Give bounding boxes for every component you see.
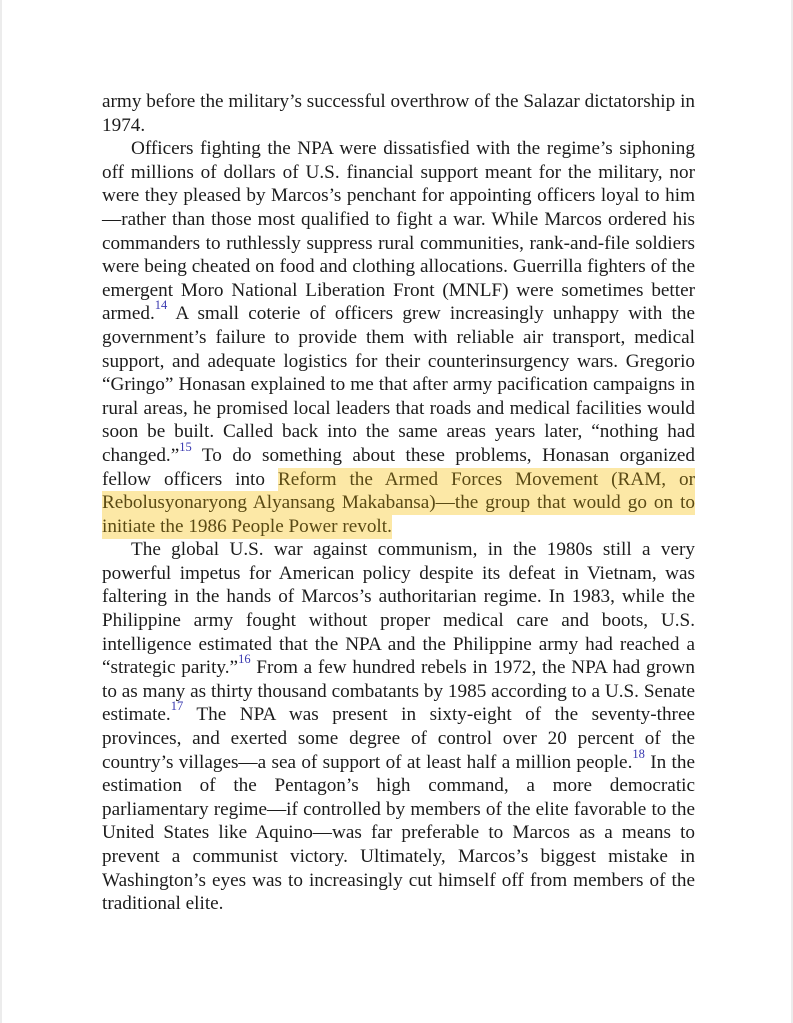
paragraph-officers-npa	[102, 137, 695, 538]
paragraph-text: Officers fighting the NPA were dissatisfied with the regime’s siphoning off millions of dollars of U.S. financial support meant for the military, nor were they pleased by Marcos’s penchant for appointing officers loyal to him —rather than those most qualified to fight a war. While Marcos ordered his commanders to ruthlessly suppress rural communities, rank-and-file soldiers were being cheated on food and clothing allocations. Guerrilla fighters of the emergent Moro National Liberation Front (MNLF) were sometimes better armed.	[102, 138, 695, 325]
paragraph-text: To do something about these problems, Honasan organized fellow officers into	[102, 444, 695, 490]
paragraph-salazar	[102, 90, 695, 137]
highlighted-passage-ram[interactable]: Reform the Armed Forces Movement (RAM, or Rebolusyonaryong Alyansang Makabansa)—the group that would go on to initiate the 1986 People Power revolt.	[102, 468, 695, 537]
paragraph-text: In the estimation of the Pentagon’s high command, a more democratic parliamentary regime—if controlled by members of the elite favorable to the United States like Aquino—was far preferable to Marcos as a means to prevent a communist victory. Ultimately, Marcos’s biggest mistake in Washington’s eyes was to increasingly cut himself off from members of the traditional elite.	[102, 751, 695, 915]
footnote-link-18[interactable]: 18	[632, 746, 645, 761]
paragraph-text: A small coterie of officers grew increasingly unhappy with the government’s failure to provide them with reliable air transport, medical support, and adequate logistics for their counterinsurgency wars. Gregorio “Gringo” Honasan explained to me that after army pacification campaigns in rural areas, he promised local leaders that roads and medical facilities would soon be built. Called back into the same areas years later, “nothing had changed.”	[102, 303, 695, 466]
paragraph-text: The global U.S. war against communism, in the 1980s still a very powerful impetus for American policy despite its defeat in Vietnam, was faltering in the hands of Marcos’s authoritarian regime. In 1983, while the Philippine army fought without proper medical care and boots, U.S. intelligence estimated that the NPA and the Philippine army had reached a “strategic parity.”	[102, 539, 695, 679]
footnote-link-14[interactable]: 14	[154, 298, 168, 313]
footnote-link-17[interactable]: 17	[170, 699, 184, 714]
footnote-link-15[interactable]: 15	[179, 439, 192, 454]
paragraph-text: From a few hundred rebels in 1972, the NPA had grown to as many as thirty thousand combatants by 1985 according to a U.S. Senate estimate.	[102, 657, 695, 726]
paragraph-text: The NPA was present in sixty-eight of the seventy-three provinces, and exerted some degree of control over 20 percent of the country’s villages—a sea of support of at least half a million people.	[102, 704, 695, 773]
paragraph-global-war	[102, 538, 695, 916]
footnote-link-16[interactable]: 16	[238, 652, 251, 667]
page-body-text	[102, 90, 695, 916]
paragraph-text: army before the military’s successful overthrow of the Salazar dictatorship in 1974.	[102, 91, 695, 136]
